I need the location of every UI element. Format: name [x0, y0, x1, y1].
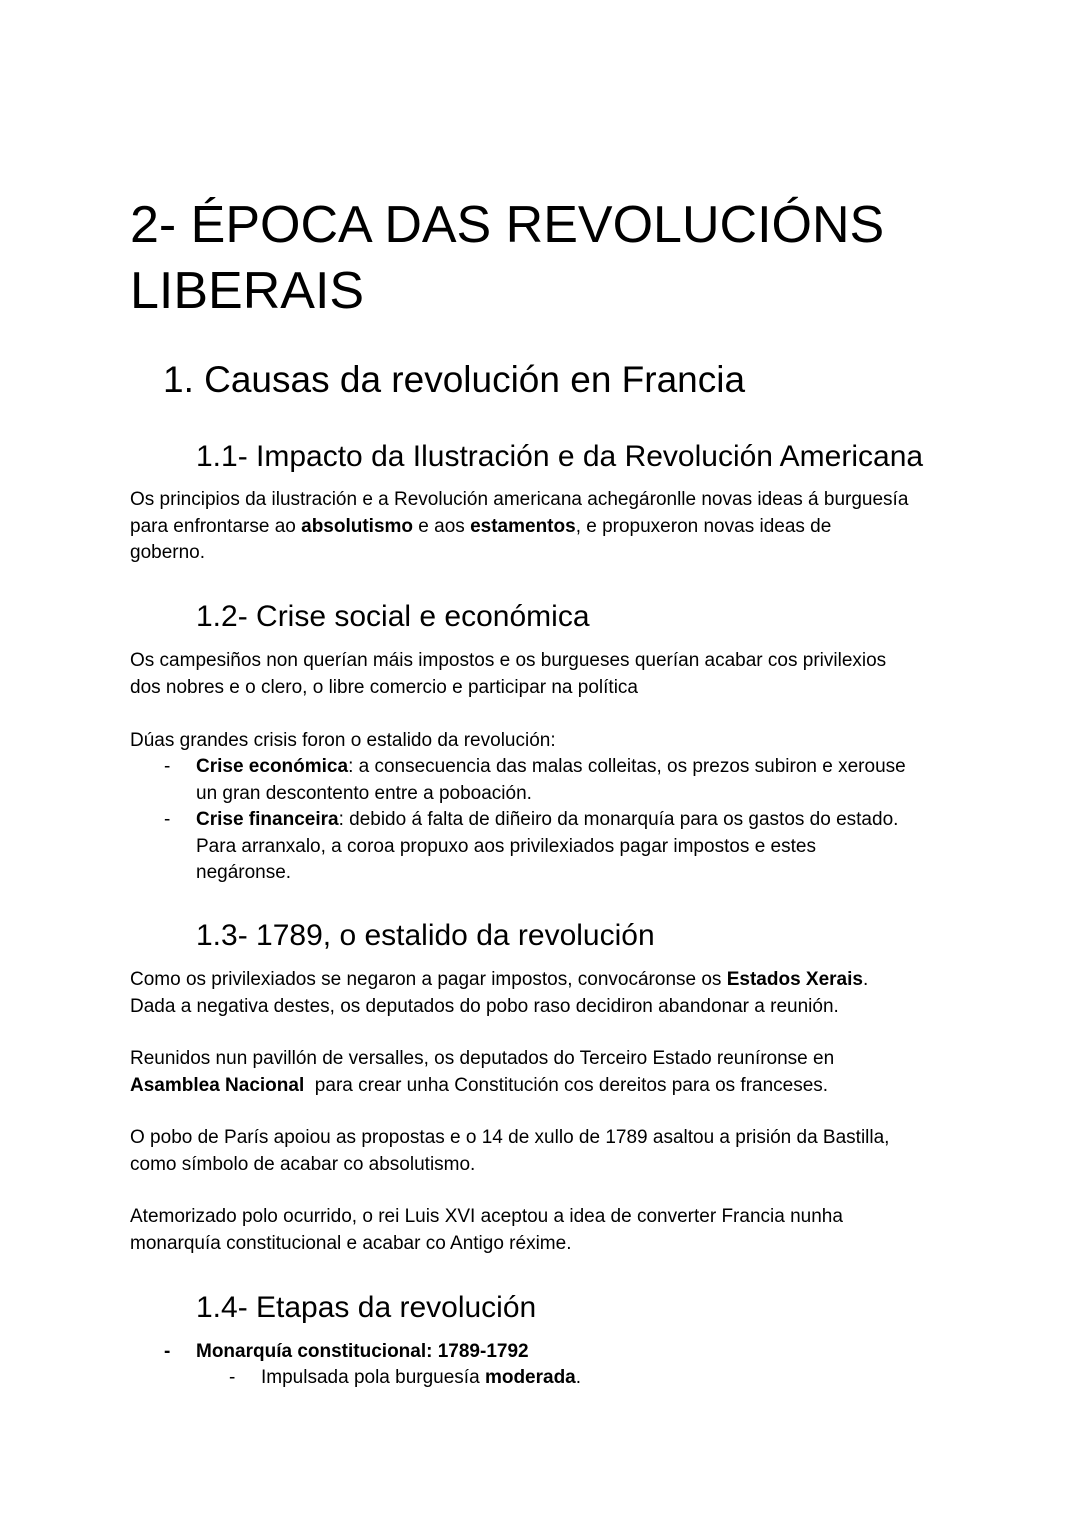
section-1-3-heading: 1.3- 1789, o estalido da revolución: [196, 919, 655, 952]
text-line: dos nobres e o clero, o libre comercio e participar na política: [130, 676, 638, 698]
section-1-heading: 1. Causas da revolución en Francia: [163, 359, 746, 400]
stage-monarquia-constitucional: Monarquía constitucional: 1789-1792: [196, 1341, 529, 1362]
bold-term-estamentos: estamentos: [470, 515, 576, 537]
section-1-1-paragraph: [130, 487, 960, 567]
section-1-3-paragraph-3: [130, 1125, 960, 1178]
text-span: , e propuxeron novas ideas de: [575, 515, 832, 537]
text-line: Para arranxalo, a coroa propuxo aos privilexiados pagar impostos e estes: [196, 835, 816, 857]
text-span: : a consecuencia das malas colleitas, os prezos subiron e xerouse: [348, 756, 906, 777]
text-line: goberno.: [130, 542, 206, 563]
text-line: Atemorizado polo ocurrido, o rei Luis XVI aceptou a idea de converter Francia nunha: [130, 1206, 843, 1227]
text-span: para enfrontarse ao: [130, 515, 302, 537]
text-line: un gran descontento entre a poboación.: [196, 782, 532, 804]
text-line: Os campesiños non querían máis impostos e os burgueses querían acabar cos privilexios: [130, 650, 887, 671]
bold-term-estados-xerais: Estados Xerais: [726, 969, 863, 990]
stage-dash: -: [164, 1341, 171, 1362]
section-1-1-heading: 1.1- Impacto da Ilustración e da Revolución Americana: [196, 440, 924, 473]
section-1-2-paragraph-2: Dúas grandes crisis foron o estalido da revolución:: [130, 730, 556, 751]
text-span: para crear unha Constitución cos dereitos para os franceses.: [304, 1074, 829, 1096]
text-line: Os principios da ilustración e a Revolución americana achegáronlle novas ideas á burguesía: [130, 489, 909, 510]
bullet-dash: -: [164, 756, 171, 777]
text-line: Reunidos nun pavillón de versalles, os deputados do Terceiro Estado reuníronse en: [130, 1048, 835, 1069]
sub-bullet-dash: -: [229, 1367, 236, 1388]
section-1-4-heading: 1.4- Etapas da revolución: [196, 1291, 537, 1324]
document-title: [130, 192, 990, 324]
bullet-crise-financeira: [196, 807, 976, 887]
bullet-crise-economica: [196, 754, 976, 807]
section-1-3-paragraph-1: [130, 967, 960, 1020]
bullet-dash: -: [164, 809, 171, 830]
text-span: e aos: [413, 515, 471, 537]
section-1-3-paragraph-2: [130, 1046, 960, 1099]
text-span: Como os privilexiados se negaron a pagar impostos, convocáronse os: [130, 969, 727, 990]
section-1-2-heading: 1.2- Crise social e económica: [196, 600, 590, 633]
text-span: .: [862, 969, 869, 990]
bold-term: Crise económica: [196, 756, 349, 777]
section-1-3-paragraph-4: [130, 1204, 960, 1257]
bold-term-moderada: moderada: [484, 1367, 576, 1388]
text-span: .: [575, 1367, 582, 1388]
text-span: : debido á falta de diñeiro da monarquía para os gastos do estado.: [338, 809, 899, 830]
text-line: O pobo de París apoiou as propostas e o 14 de xullo de 1789 asaltou a prisión da Bastilla,: [130, 1127, 890, 1148]
bold-term-absolutismo: absolutismo: [301, 515, 414, 537]
text-span: Impulsada pola burguesía: [261, 1367, 485, 1388]
text-line: como símbolo de acabar co absolutismo.: [130, 1153, 476, 1175]
text-line: negáronse.: [196, 862, 292, 883]
section-1-2-paragraph-1: [130, 648, 960, 701]
bold-term: Crise financeira: [196, 809, 339, 830]
title-line-2: LIBERAIS: [130, 262, 365, 320]
text-line: monarquía constitucional e acabar co Antigo réxime.: [130, 1232, 572, 1254]
title-line-1: 2- ÉPOCA DAS REVOLUCIÓNS: [130, 196, 885, 254]
sub-bullet-burguesia-moderada: [261, 1365, 581, 1392]
text-line: Dada a negativa destes, os deputados do pobo raso decidiron abandonar a reunión.: [130, 995, 839, 1017]
bold-term-asamblea-nacional: Asamblea Nacional: [130, 1074, 305, 1096]
